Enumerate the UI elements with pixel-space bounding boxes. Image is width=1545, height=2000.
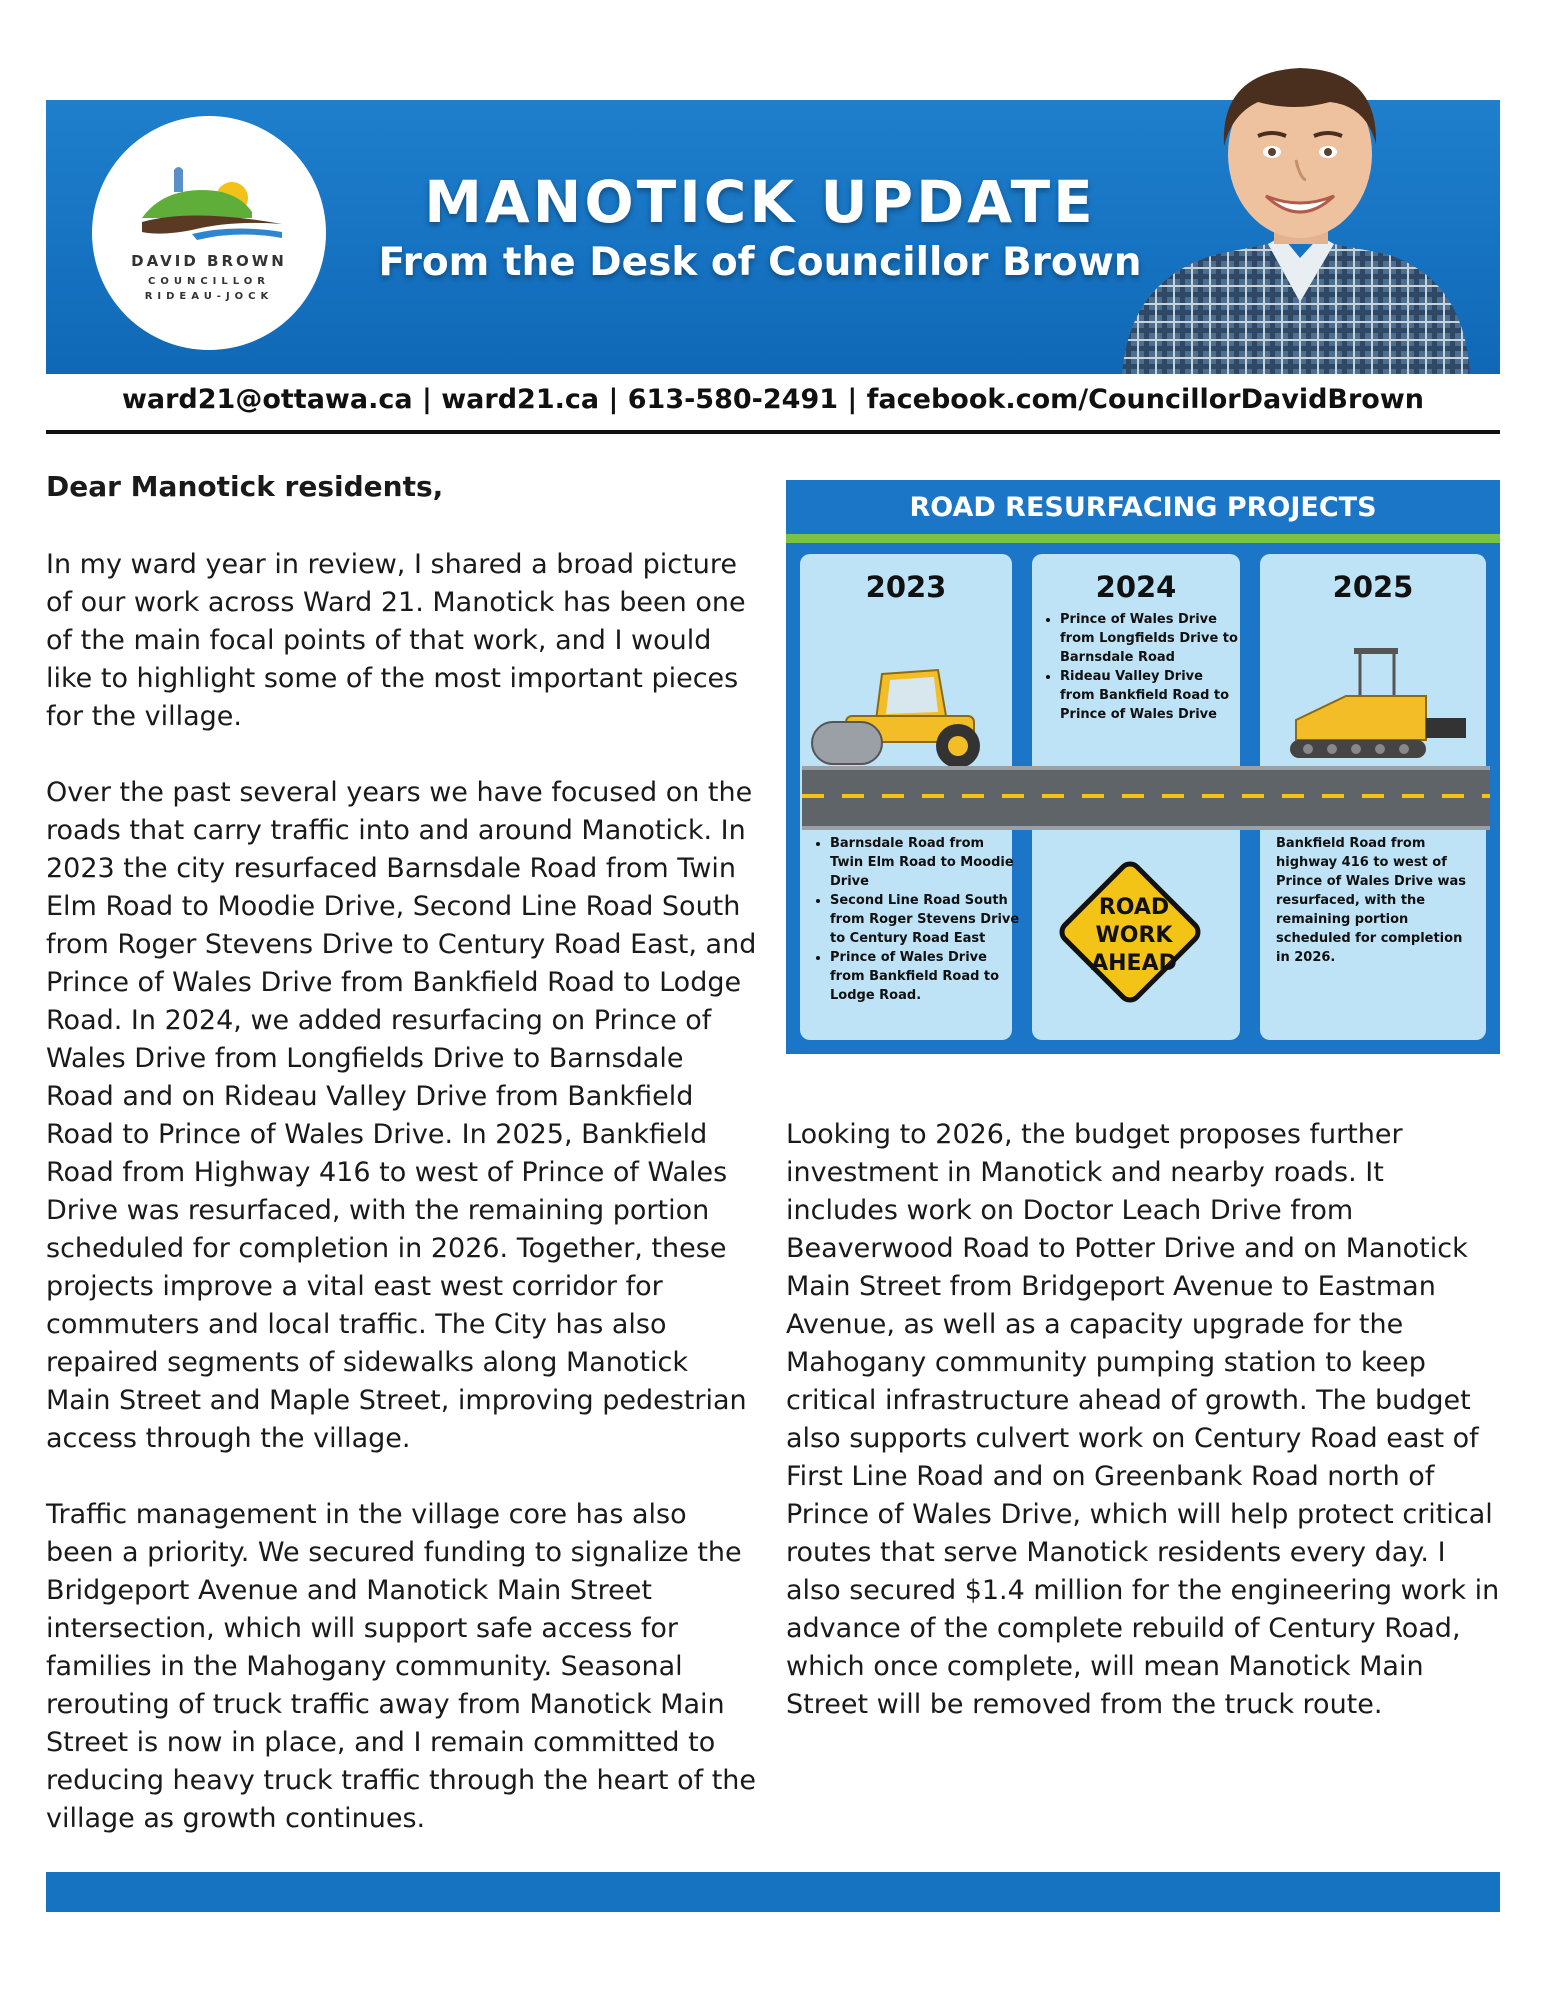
list-2024 (1044, 610, 1240, 724)
list-item: • Prince of Wales Drive from Longfields Drive to Barnsdale Road (1060, 610, 1240, 667)
list-item: • Prince of Wales Drive from Bankfield Road to Lodge Road. (830, 948, 1020, 1005)
divider (46, 430, 1500, 434)
year-2025: 2025 (1332, 570, 1414, 604)
sign-line: WORK (1095, 923, 1173, 948)
paragraph-budget-2026: Looking to 2026, the budget proposes further investment in Manotick and nearby roads. It includes work on Doctor Leach Drive from Beaverwood Road to Potter Drive and on Manotick Main Street from Bridgeport Avenue to Eastman Avenue, as well as a capacity upgrade for the Mahogany community pumping station to keep critical infrastructure ahead of growth. The budget also supports culvert work on Century Road east of First Line Road and on Greenbank Road north of Prince of Wales Drive, which will help protect critical routes that serve Manotick residents every day. I also secured $1.4 million for the engineering work in advance of the complete rebuild of Century Road, which once complete, will mean Manotick Main Street will be removed from the truck route. (786, 1119, 1500, 1720)
asphalt-paver-icon (1276, 640, 1476, 770)
footer-bar (46, 1872, 1500, 1912)
list-item: • Second Line Road South from Roger Stevens Drive to Century Road East (830, 891, 1020, 948)
infographic-title: ROAD RESURFACING PROJECTS (909, 492, 1377, 523)
salutation: Dear Manotick residents, (46, 470, 444, 503)
road-roller-icon (806, 660, 1002, 770)
list-2023 (814, 834, 1020, 1005)
page-title: MANOTICK UPDATE (424, 168, 1096, 236)
sign-line: ROAD (1098, 895, 1170, 920)
paragraph-traffic: Traffic management in the village core has also been a priority. We secured funding to signalize the Bridgeport Avenue and Manotick Main Street intersection, which will support safe access for families in the Mahogany community. Seasonal rerouting of truck traffic away from Manotick Main Street is now in place, and I remain committed to reducing heavy truck traffic through the heart of the village as growth continues. (46, 1499, 757, 1834)
contact-info: ward21@ottawa.ca | ward21.ca | 613-580-2491 | facebook.com/CouncillorDavidBrown (121, 384, 1425, 415)
year-2023: 2023 (865, 570, 947, 604)
paragraph-roads: Over the past several years we have focused on the roads that carry traffic into and around Manotick. In 2023 the city resurfaced Barnsdale Road from Twin Elm Road to Moodie Drive, Second Line Road South from Roger Stevens Drive to Century Road East, and Prince of Wales Drive from Bankfield Road to Lodge Road. In 2024, we added resurfacing on Prince of Wales Drive from Longfields Drive to Barnsdale Road and on Rideau Valley Drive from Bankfield Road to Prince of Wales Drive. In 2025, Bankfield Road from Highway 416 to west of Prince of Wales Drive was resurfaced, with the remaining portion scheduled for completion in 2026. Together, these projects improve a vital east west corridor for commuters and local traffic. The City has also repaired segments of sidewalks along Manotick Main Street and Maple Street, improving pedestrian access through the village. (46, 777, 757, 1454)
year-2024: 2024 (1095, 570, 1177, 604)
note-2025: Bankfield Road from highway 416 to west of Prince of Wales Drive was resurfaced, with the remaining portion scheduled for completion in 2026. (1276, 836, 1466, 965)
list-item: • Rideau Valley Drive from Bankfield Road to Prince of Wales Drive (1060, 667, 1240, 724)
road-strip (802, 766, 1490, 830)
road-center-line (802, 794, 1490, 798)
infographic-accent-bar (786, 534, 1500, 543)
paragraph-intro: In my ward year in review, I shared a broad picture of our work across Ward 21. Manotick has been one of the main focal points of that work, and I would like to highlight some of the most important pieces for the village. (46, 549, 746, 732)
logo-title: COUNCILLOR (148, 276, 270, 287)
logo-ward: RIDEAU-JOCK (144, 291, 274, 302)
sign-line: AHEAD (1091, 951, 1177, 976)
landscape-logo-icon (132, 160, 292, 250)
road-work-sign-text (1053, 894, 1215, 978)
page-subtitle: From the Desk of Councillor Brown (378, 240, 1142, 285)
list-item: • Barnsdale Road from Twin Elm Road to Moodie Drive (830, 834, 1020, 891)
logo-name: DAVID BROWN (131, 252, 287, 270)
councillor-portrait (1108, 40, 1498, 374)
